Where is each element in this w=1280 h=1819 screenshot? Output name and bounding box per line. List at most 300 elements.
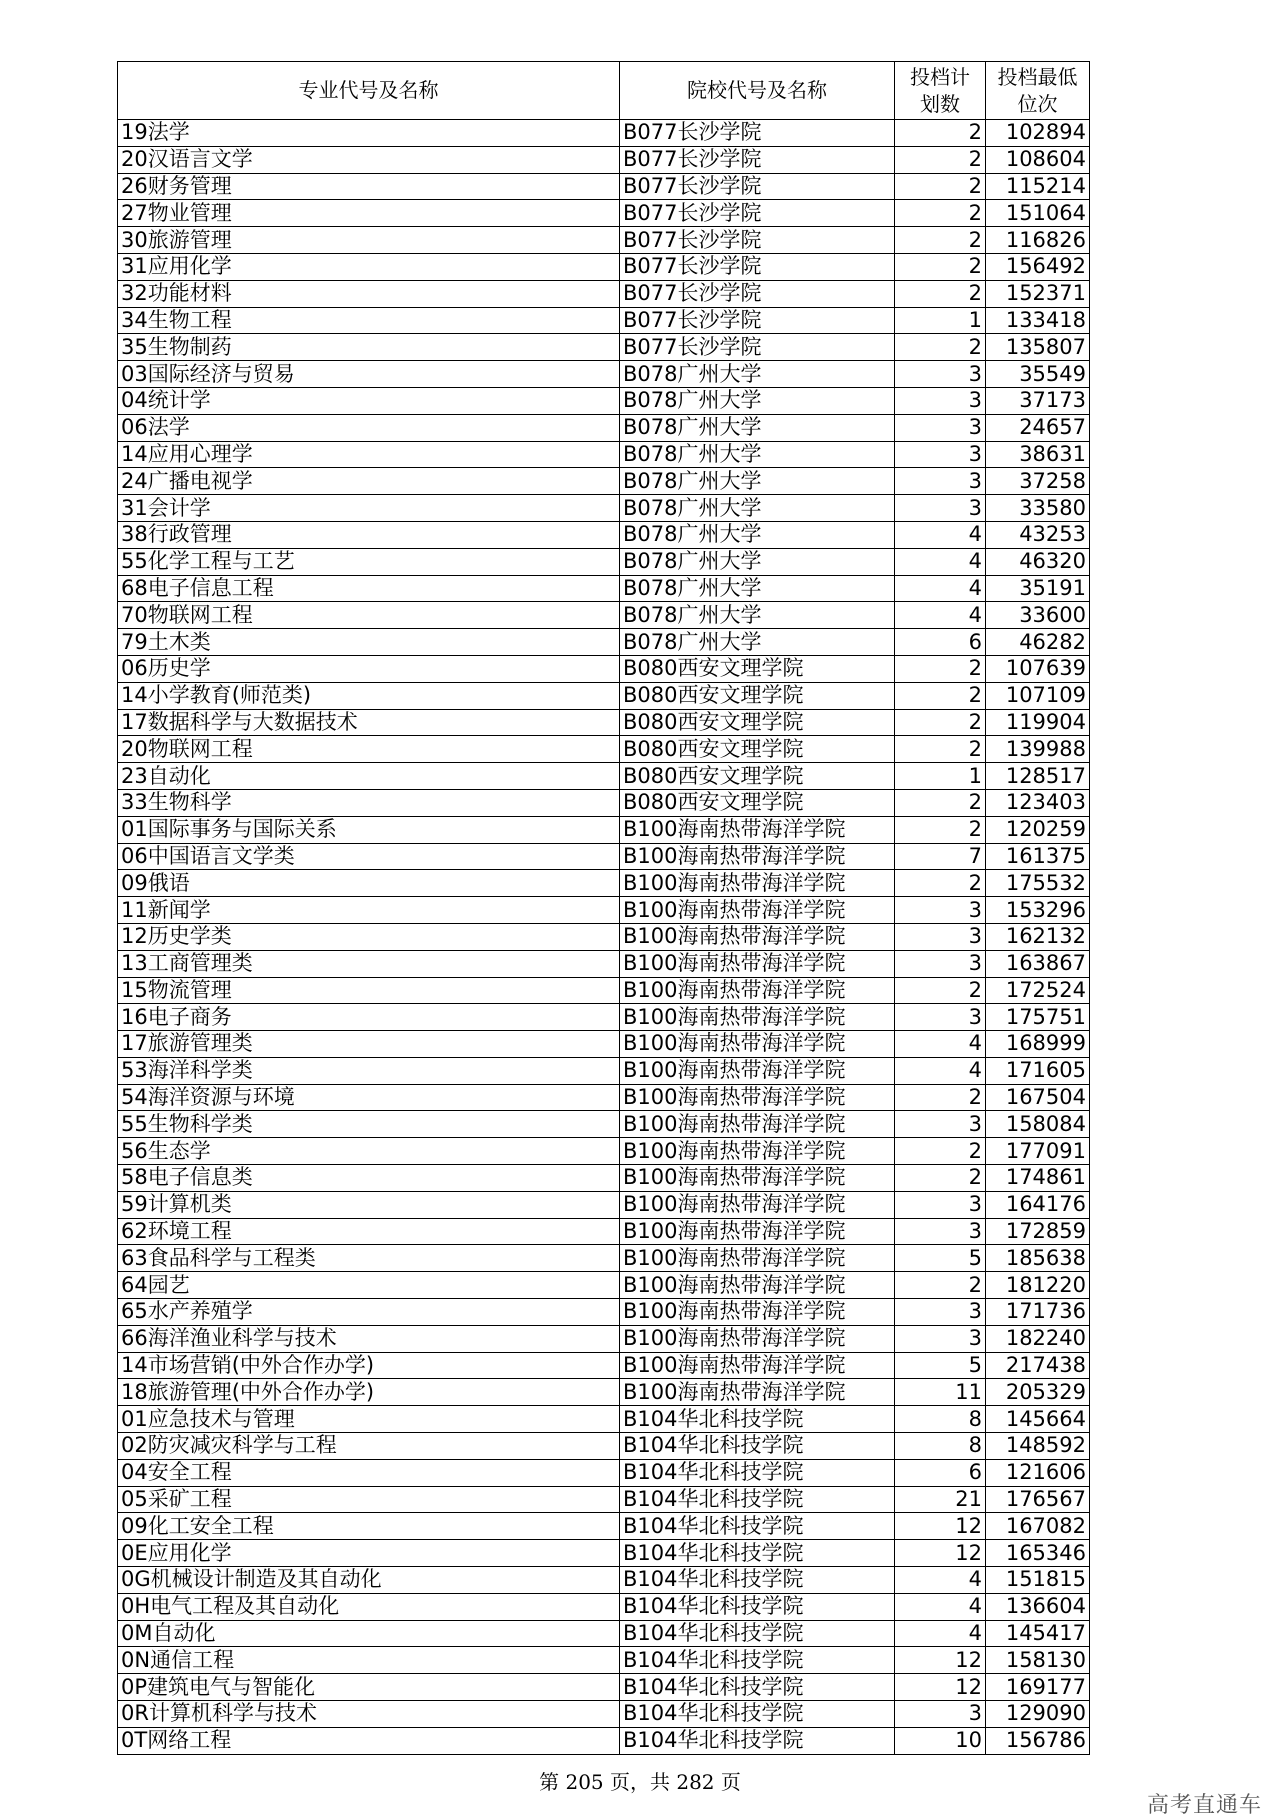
table-row (118, 1379, 1090, 1406)
cell-major: 59计算机类 (118, 1191, 620, 1218)
cell-rank: 164176 (986, 1191, 1090, 1218)
cell-school: B080西安文理学院 (620, 789, 895, 816)
cell-major: 38行政管理 (118, 521, 620, 548)
cell-rank: 116826 (986, 227, 1090, 254)
table-row (118, 1567, 1090, 1594)
cell-plan: 3 (895, 1325, 986, 1352)
cell-plan: 12 (895, 1540, 986, 1567)
cell-plan: 2 (895, 253, 986, 280)
cell-rank: 133418 (986, 307, 1090, 334)
cell-rank: 120259 (986, 816, 1090, 843)
cell-major: 20物联网工程 (118, 736, 620, 763)
cell-rank: 152371 (986, 280, 1090, 307)
cell-rank: 46282 (986, 629, 1090, 656)
cell-rank: 151064 (986, 200, 1090, 227)
cell-major: 12历史学类 (118, 923, 620, 950)
cell-rank: 171605 (986, 1057, 1090, 1084)
cell-school: B100海南热带海洋学院 (620, 1084, 895, 1111)
cell-school: B104华北科技学院 (620, 1593, 895, 1620)
table-row (118, 1218, 1090, 1245)
cell-major: 62环境工程 (118, 1218, 620, 1245)
table-row (118, 495, 1090, 522)
cell-rank: 205329 (986, 1379, 1090, 1406)
cell-rank: 168999 (986, 1031, 1090, 1058)
cell-major: 04统计学 (118, 387, 620, 414)
cell-rank: 108604 (986, 146, 1090, 173)
cell-major: 26财务管理 (118, 173, 620, 200)
cell-plan: 3 (895, 468, 986, 495)
cell-major: 02防灾减灾科学与工程 (118, 1433, 620, 1460)
admissions-table (117, 61, 1090, 1755)
cell-rank: 129090 (986, 1701, 1090, 1728)
cell-school: B078广州大学 (620, 414, 895, 441)
cell-plan: 2 (895, 789, 986, 816)
cell-rank: 156492 (986, 253, 1090, 280)
cell-major: 06历史学 (118, 655, 620, 682)
cell-rank: 33600 (986, 602, 1090, 629)
table-row (118, 763, 1090, 790)
cell-major: 0E应用化学 (118, 1540, 620, 1567)
table-row (118, 816, 1090, 843)
cell-plan: 3 (895, 1111, 986, 1138)
cell-rank: 153296 (986, 897, 1090, 924)
cell-plan: 2 (895, 736, 986, 763)
cell-major: 24广播电视学 (118, 468, 620, 495)
cell-major: 16电子商务 (118, 1004, 620, 1031)
cell-major: 0H电气工程及其自动化 (118, 1593, 620, 1620)
cell-rank: 128517 (986, 763, 1090, 790)
cell-school: B078广州大学 (620, 548, 895, 575)
cell-major: 19法学 (118, 120, 620, 147)
cell-plan: 2 (895, 280, 986, 307)
cell-school: B078广州大学 (620, 361, 895, 388)
table-row (118, 1486, 1090, 1513)
cell-school: B100海南热带海洋学院 (620, 1165, 895, 1192)
cell-school: B077长沙学院 (620, 253, 895, 280)
cell-rank: 119904 (986, 709, 1090, 736)
cell-rank: 176567 (986, 1486, 1090, 1513)
cell-plan: 4 (895, 1593, 986, 1620)
cell-major: 0T网络工程 (118, 1727, 620, 1754)
cell-rank: 102894 (986, 120, 1090, 147)
cell-major: 54海洋资源与环境 (118, 1084, 620, 1111)
cell-plan: 2 (895, 1084, 986, 1111)
cell-school: B100海南热带海洋学院 (620, 1031, 895, 1058)
table-row (118, 280, 1090, 307)
cell-rank: 46320 (986, 548, 1090, 575)
cell-plan: 4 (895, 575, 986, 602)
cell-rank: 107109 (986, 682, 1090, 709)
table-row (118, 414, 1090, 441)
cell-major: 30旅游管理 (118, 227, 620, 254)
table-row (118, 682, 1090, 709)
cell-school: B104华北科技学院 (620, 1406, 895, 1433)
cell-rank: 169177 (986, 1674, 1090, 1701)
cell-major: 0N通信工程 (118, 1647, 620, 1674)
cell-school: B077长沙学院 (620, 334, 895, 361)
cell-school: B104华北科技学院 (620, 1620, 895, 1647)
cell-major: 0M自动化 (118, 1620, 620, 1647)
table-row (118, 1540, 1090, 1567)
cell-rank: 156786 (986, 1727, 1090, 1754)
cell-school: B100海南热带海洋学院 (620, 1352, 895, 1379)
cell-school: B080西安文理学院 (620, 736, 895, 763)
cell-major: 03国际经济与贸易 (118, 361, 620, 388)
cell-school: B100海南热带海洋学院 (620, 870, 895, 897)
cell-school: B080西安文理学院 (620, 763, 895, 790)
table-row (118, 1513, 1090, 1540)
table-row (118, 120, 1090, 147)
cell-school: B104华北科技学院 (620, 1513, 895, 1540)
cell-plan: 6 (895, 629, 986, 656)
cell-major: 14小学教育(师范类) (118, 682, 620, 709)
cell-school: B078广州大学 (620, 629, 895, 656)
cell-rank: 37173 (986, 387, 1090, 414)
table-row (118, 253, 1090, 280)
cell-plan: 3 (895, 414, 986, 441)
table-row (118, 1352, 1090, 1379)
cell-school: B104华北科技学院 (620, 1459, 895, 1486)
cell-school: B104华北科技学院 (620, 1674, 895, 1701)
cell-rank: 174861 (986, 1165, 1090, 1192)
cell-major: 34生物工程 (118, 307, 620, 334)
table-row (118, 1031, 1090, 1058)
cell-plan: 3 (895, 950, 986, 977)
cell-rank: 161375 (986, 843, 1090, 870)
cell-major: 68电子信息工程 (118, 575, 620, 602)
cell-school: B100海南热带海洋学院 (620, 977, 895, 1004)
cell-major: 64园艺 (118, 1272, 620, 1299)
cell-major: 63食品科学与工程类 (118, 1245, 620, 1272)
cell-school: B078广州大学 (620, 387, 895, 414)
cell-plan: 3 (895, 1218, 986, 1245)
cell-plan: 1 (895, 307, 986, 334)
table-row (118, 629, 1090, 656)
cell-rank: 43253 (986, 521, 1090, 548)
table-row (118, 1433, 1090, 1460)
cell-rank: 148592 (986, 1433, 1090, 1460)
cell-rank: 165346 (986, 1540, 1090, 1567)
cell-school: B104华北科技学院 (620, 1647, 895, 1674)
cell-major: 70物联网工程 (118, 602, 620, 629)
cell-school: B078广州大学 (620, 468, 895, 495)
cell-plan: 5 (895, 1245, 986, 1272)
cell-school: B077长沙学院 (620, 120, 895, 147)
table-row (118, 843, 1090, 870)
cell-school: B100海南热带海洋学院 (620, 1299, 895, 1326)
cell-school: B080西安文理学院 (620, 709, 895, 736)
cell-rank: 177091 (986, 1138, 1090, 1165)
table-row (118, 897, 1090, 924)
cell-rank: 115214 (986, 173, 1090, 200)
cell-plan: 12 (895, 1647, 986, 1674)
cell-plan: 2 (895, 1165, 986, 1192)
cell-plan: 3 (895, 441, 986, 468)
cell-major: 56生态学 (118, 1138, 620, 1165)
table-row (118, 1111, 1090, 1138)
header-plan: 投档计 划数 (895, 62, 986, 120)
cell-plan: 3 (895, 1004, 986, 1031)
cell-school: B104华北科技学院 (620, 1567, 895, 1594)
cell-rank: 24657 (986, 414, 1090, 441)
cell-school: B078广州大学 (620, 441, 895, 468)
cell-school: B100海南热带海洋学院 (620, 950, 895, 977)
cell-plan: 2 (895, 1272, 986, 1299)
table-row (118, 1245, 1090, 1272)
table-row (118, 387, 1090, 414)
cell-major: 66海洋渔业科学与技术 (118, 1325, 620, 1352)
table-row (118, 1593, 1090, 1620)
cell-rank: 37258 (986, 468, 1090, 495)
table-row (118, 1299, 1090, 1326)
cell-rank: 33580 (986, 495, 1090, 522)
cell-major: 18旅游管理(中外合作办学) (118, 1379, 620, 1406)
cell-plan: 2 (895, 334, 986, 361)
cell-school: B100海南热带海洋学院 (620, 1325, 895, 1352)
header-school: 院校代号及名称 (620, 62, 895, 120)
cell-rank: 172859 (986, 1218, 1090, 1245)
cell-major: 27物业管理 (118, 200, 620, 227)
cell-rank: 175532 (986, 870, 1090, 897)
cell-school: B100海南热带海洋学院 (620, 816, 895, 843)
cell-major: 79土木类 (118, 629, 620, 656)
table-row (118, 655, 1090, 682)
cell-rank: 123403 (986, 789, 1090, 816)
cell-rank: 175751 (986, 1004, 1090, 1031)
cell-school: B100海南热带海洋学院 (620, 1138, 895, 1165)
table-row (118, 736, 1090, 763)
header-major: 专业代号及名称 (118, 62, 620, 120)
cell-rank: 171736 (986, 1299, 1090, 1326)
cell-major: 15物流管理 (118, 977, 620, 1004)
cell-plan: 4 (895, 1057, 986, 1084)
cell-school: B104华北科技学院 (620, 1540, 895, 1567)
header-rank: 投档最低 位次 (986, 62, 1090, 120)
cell-plan: 2 (895, 146, 986, 173)
cell-major: 01国际事务与国际关系 (118, 816, 620, 843)
page-number: 第 205 页，共 282 页 (539, 1770, 741, 1794)
cell-plan: 3 (895, 495, 986, 522)
cell-rank: 107639 (986, 655, 1090, 682)
cell-major: 0P建筑电气与智能化 (118, 1674, 620, 1701)
cell-major: 17旅游管理类 (118, 1031, 620, 1058)
cell-plan: 4 (895, 1567, 986, 1594)
table-row (118, 1004, 1090, 1031)
cell-major: 20汉语言文学 (118, 146, 620, 173)
table-row (118, 227, 1090, 254)
cell-rank: 136604 (986, 1593, 1090, 1620)
cell-major: 14应用心理学 (118, 441, 620, 468)
cell-plan: 3 (895, 1701, 986, 1728)
cell-rank: 163867 (986, 950, 1090, 977)
cell-major: 06中国语言文学类 (118, 843, 620, 870)
cell-major: 31会计学 (118, 495, 620, 522)
table-row (118, 1138, 1090, 1165)
cell-school: B100海南热带海洋学院 (620, 923, 895, 950)
cell-plan: 2 (895, 870, 986, 897)
cell-major: 04安全工程 (118, 1459, 620, 1486)
cell-plan: 12 (895, 1674, 986, 1701)
header-row (118, 62, 1090, 120)
cell-plan: 2 (895, 1138, 986, 1165)
cell-plan: 8 (895, 1433, 986, 1460)
cell-plan: 3 (895, 387, 986, 414)
cell-rank: 139988 (986, 736, 1090, 763)
cell-rank: 135807 (986, 334, 1090, 361)
cell-plan: 1 (895, 763, 986, 790)
table-row (118, 1191, 1090, 1218)
table-body (118, 120, 1090, 1755)
cell-major: 14市场营销(中外合作办学) (118, 1352, 620, 1379)
cell-plan: 2 (895, 227, 986, 254)
cell-rank: 35549 (986, 361, 1090, 388)
watermark: 高考直通车 (1146, 1793, 1262, 1818)
cell-plan: 4 (895, 548, 986, 575)
cell-rank: 172524 (986, 977, 1090, 1004)
cell-school: B078广州大学 (620, 521, 895, 548)
cell-major: 05采矿工程 (118, 1486, 620, 1513)
cell-school: B100海南热带海洋学院 (620, 1191, 895, 1218)
cell-plan: 2 (895, 816, 986, 843)
cell-school: B100海南热带海洋学院 (620, 1057, 895, 1084)
table-row (118, 1620, 1090, 1647)
cell-major: 0G机械设计制造及其自动化 (118, 1567, 620, 1594)
cell-rank: 158084 (986, 1111, 1090, 1138)
cell-school: B104华北科技学院 (620, 1433, 895, 1460)
cell-rank: 121606 (986, 1459, 1090, 1486)
cell-rank: 162132 (986, 923, 1090, 950)
cell-plan: 2 (895, 709, 986, 736)
table-row (118, 1406, 1090, 1433)
cell-school: B077长沙学院 (620, 146, 895, 173)
cell-rank: 35191 (986, 575, 1090, 602)
table-row (118, 1084, 1090, 1111)
cell-rank: 151815 (986, 1567, 1090, 1594)
table-row (118, 307, 1090, 334)
table-row (118, 1701, 1090, 1728)
cell-plan: 4 (895, 1620, 986, 1647)
cell-school: B077长沙学院 (620, 200, 895, 227)
table-row (118, 1647, 1090, 1674)
cell-major: 09化工安全工程 (118, 1513, 620, 1540)
table-row (118, 334, 1090, 361)
cell-school: B100海南热带海洋学院 (620, 843, 895, 870)
cell-school: B078广州大学 (620, 575, 895, 602)
cell-plan: 7 (895, 843, 986, 870)
cell-plan: 4 (895, 602, 986, 629)
table-row (118, 521, 1090, 548)
table-row (118, 602, 1090, 629)
cell-rank: 145664 (986, 1406, 1090, 1433)
cell-rank: 167504 (986, 1084, 1090, 1111)
table-row (118, 870, 1090, 897)
cell-plan: 12 (895, 1513, 986, 1540)
table-row (118, 575, 1090, 602)
cell-major: 0R计算机科学与技术 (118, 1701, 620, 1728)
cell-plan: 2 (895, 655, 986, 682)
cell-plan: 2 (895, 200, 986, 227)
cell-plan: 4 (895, 1031, 986, 1058)
cell-plan: 8 (895, 1406, 986, 1433)
cell-rank: 185638 (986, 1245, 1090, 1272)
table-row (118, 709, 1090, 736)
table-row (118, 923, 1090, 950)
cell-rank: 217438 (986, 1352, 1090, 1379)
cell-plan: 3 (895, 897, 986, 924)
cell-plan: 2 (895, 682, 986, 709)
cell-plan: 5 (895, 1352, 986, 1379)
cell-school: B077长沙学院 (620, 280, 895, 307)
cell-major: 31应用化学 (118, 253, 620, 280)
table-row (118, 1727, 1090, 1754)
table-row (118, 1057, 1090, 1084)
cell-plan: 2 (895, 173, 986, 200)
cell-school: B077长沙学院 (620, 173, 895, 200)
table-row (118, 146, 1090, 173)
cell-rank: 145417 (986, 1620, 1090, 1647)
table-row (118, 200, 1090, 227)
cell-school: B100海南热带海洋学院 (620, 1272, 895, 1299)
cell-school: B100海南热带海洋学院 (620, 1111, 895, 1138)
cell-school: B078广州大学 (620, 602, 895, 629)
cell-major: 32功能材料 (118, 280, 620, 307)
cell-rank: 38631 (986, 441, 1090, 468)
cell-major: 65水产养殖学 (118, 1299, 620, 1326)
table-row (118, 468, 1090, 495)
cell-rank: 181220 (986, 1272, 1090, 1299)
table-row (118, 361, 1090, 388)
cell-rank: 182240 (986, 1325, 1090, 1352)
cell-plan: 2 (895, 977, 986, 1004)
cell-school: B100海南热带海洋学院 (620, 1245, 895, 1272)
cell-major: 01应急技术与管理 (118, 1406, 620, 1433)
cell-plan: 6 (895, 1459, 986, 1486)
table-row (118, 789, 1090, 816)
cell-school: B078广州大学 (620, 495, 895, 522)
cell-major: 55生物科学类 (118, 1111, 620, 1138)
cell-school: B100海南热带海洋学院 (620, 1218, 895, 1245)
table-row (118, 1325, 1090, 1352)
cell-rank: 158130 (986, 1647, 1090, 1674)
cell-school: B080西安文理学院 (620, 682, 895, 709)
cell-school: B104华北科技学院 (620, 1701, 895, 1728)
cell-plan: 3 (895, 361, 986, 388)
cell-rank: 167082 (986, 1513, 1090, 1540)
cell-major: 33生物科学 (118, 789, 620, 816)
cell-plan: 3 (895, 923, 986, 950)
cell-major: 13工商管理类 (118, 950, 620, 977)
cell-school: B080西安文理学院 (620, 655, 895, 682)
cell-major: 55化学工程与工艺 (118, 548, 620, 575)
table-row (118, 1674, 1090, 1701)
table-header (118, 62, 1090, 120)
cell-school: B100海南热带海洋学院 (620, 1004, 895, 1031)
cell-plan: 3 (895, 1191, 986, 1218)
cell-major: 53海洋科学类 (118, 1057, 620, 1084)
table-row (118, 441, 1090, 468)
cell-plan: 3 (895, 1299, 986, 1326)
table-row (118, 950, 1090, 977)
table-row (118, 548, 1090, 575)
cell-school: B104华北科技学院 (620, 1486, 895, 1513)
table-row (118, 1165, 1090, 1192)
table-row (118, 1272, 1090, 1299)
cell-school: B100海南热带海洋学院 (620, 897, 895, 924)
cell-major: 06法学 (118, 414, 620, 441)
cell-major: 09俄语 (118, 870, 620, 897)
table-row (118, 1459, 1090, 1486)
cell-school: B077长沙学院 (620, 307, 895, 334)
